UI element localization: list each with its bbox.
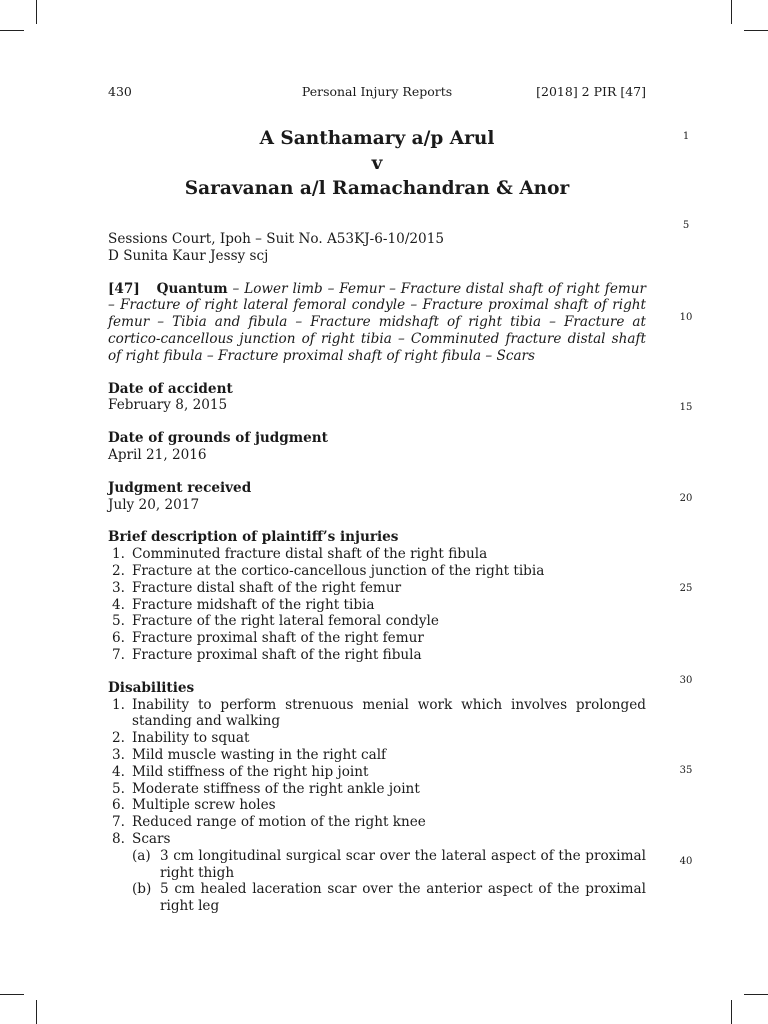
received-section (108, 480, 646, 514)
item-number: 3. (112, 746, 125, 763)
case-title (108, 126, 646, 201)
accident-section (108, 381, 646, 415)
list-item (108, 730, 646, 747)
line-number: 1 (682, 131, 690, 142)
sub-list-item (108, 848, 646, 882)
court-info (108, 231, 646, 265)
list-item (108, 580, 646, 597)
item-number: 5. (112, 613, 125, 630)
crop-mark (744, 994, 768, 995)
list-item (108, 747, 646, 764)
item-number: 2. (112, 562, 125, 579)
item-number: 6. (112, 797, 125, 814)
line-number: 10 (679, 312, 693, 323)
court-suit-line: Sessions Court, Ipoh – Suit No. A53KJ-6-10/2015 (108, 231, 444, 247)
section-heading: Judgment received (108, 479, 252, 496)
report-body (108, 231, 646, 915)
crop-mark (36, 1000, 37, 1024)
sub-item-number: (a) (132, 847, 151, 864)
item-number: 4. (112, 596, 125, 613)
item-text: Fracture proximal shaft of the right fibula (132, 646, 422, 663)
item-number: 2. (112, 730, 125, 747)
list-item (108, 814, 646, 831)
list-item (108, 613, 646, 630)
item-text: Fracture of the right lateral femoral condyle (132, 613, 439, 630)
list-item (108, 697, 646, 731)
item-number: 8. (112, 830, 125, 847)
page-number: 430 (108, 84, 132, 99)
section-heading: Date of accident (108, 380, 233, 397)
line-number: 40 (679, 856, 693, 867)
sub-item-text: 5 cm healed laceration scar over the anterior aspect of the proximal right leg (160, 881, 646, 915)
section-heading: Date of grounds of judgment (108, 430, 328, 447)
item-text: Scars (132, 830, 171, 847)
list-item (108, 831, 646, 915)
item-text: Mild stiffness of the right hip joint (132, 763, 369, 780)
line-number: 15 (679, 402, 693, 413)
injuries-list (108, 546, 646, 664)
crop-mark (731, 0, 732, 24)
list-item (108, 563, 646, 580)
item-number: 4. (112, 763, 125, 780)
item-text: Moderate stiffness of the right ankle joint (132, 780, 420, 797)
list-item (108, 597, 646, 614)
quantum-label: Quantum (156, 280, 228, 297)
report-citation: [2018] 2 PIR [47] (536, 84, 646, 99)
item-number: 3. (112, 579, 125, 596)
item-number: 7. (112, 814, 125, 831)
item-text: Inability to squat (132, 730, 250, 747)
item-text: Fracture at the cortico-cancellous junction of the right tibia (132, 562, 545, 579)
item-text: Multiple screw holes (132, 797, 276, 814)
item-text: Fracture proximal shaft of the right femur (132, 630, 424, 647)
item-text: Fracture distal shaft of the right femur (132, 579, 402, 596)
sub-item-text: 3 cm longitudinal surgical scar over the lateral aspect of the proximal right thigh (160, 847, 646, 881)
item-number: 6. (112, 630, 125, 647)
disabilities-section (108, 680, 646, 915)
item-text: Inability to perform strenuous menial work which involves prolonged standing and walking (132, 696, 646, 730)
crop-mark (744, 30, 768, 31)
sub-item-number: (b) (132, 881, 152, 898)
sub-list-item (108, 881, 646, 915)
line-number: 5 (682, 220, 690, 231)
plaintiff-name: A Santhamary a/p Arul (259, 128, 495, 149)
list-item (108, 630, 646, 647)
line-number: 25 (679, 583, 693, 594)
crop-mark (36, 0, 37, 24)
accident-date: February 8, 2015 (108, 397, 228, 414)
item-number: 5. (112, 780, 125, 797)
quantum-text: – Lower limb – Femur – Fracture distal shaft of right femur – Fracture of right lateral femoral condyle – Fracture proximal shaft of right femur – Tibia and fibula – Fracture midshaft of right tibia – Fracture at cortico-cancellous junction of right tibia – Comminuted fracture distal shaft of right fibula – Fracture proximal shaft of right fibula – Scars (108, 280, 647, 364)
grounds-date: April 21, 2016 (108, 446, 207, 463)
list-item (108, 647, 646, 664)
item-number: 1. (112, 696, 125, 713)
crop-mark (731, 1000, 732, 1024)
quantum-cite: [47] (108, 280, 140, 297)
running-header (108, 84, 646, 102)
item-number: 7. (112, 646, 125, 663)
disabilities-list (108, 697, 646, 915)
line-number: 20 (679, 493, 693, 504)
section-heading: Brief description of plaintiff’s injuries (108, 529, 399, 546)
item-text: Fracture midshaft of the right tibia (132, 596, 375, 613)
crop-mark (0, 994, 24, 995)
versus-label: v (371, 153, 383, 174)
grounds-section (108, 430, 646, 464)
received-date: July 20, 2017 (108, 496, 200, 513)
list-item (108, 781, 646, 798)
judge-line: D Sunita Kaur Jessy scj (108, 247, 269, 264)
list-item (108, 797, 646, 814)
list-item (108, 546, 646, 563)
item-text: Mild muscle wasting in the right calf (132, 746, 387, 763)
section-heading: Disabilities (108, 679, 195, 696)
crop-mark (0, 30, 24, 31)
list-item (108, 764, 646, 781)
item-number: 1. (112, 546, 125, 563)
injuries-section (108, 529, 646, 663)
defendant-name: Saravanan a/l Ramachandran & Anor (184, 178, 570, 199)
line-number: 30 (679, 675, 693, 686)
item-text: Reduced range of motion of the right knee (132, 814, 426, 831)
item-text: Comminuted fracture distal shaft of the right fibula (132, 546, 488, 563)
quantum-summary (108, 281, 646, 365)
line-number: 35 (679, 765, 693, 776)
scars-sublist (132, 848, 646, 915)
publication-title: Personal Injury Reports (301, 84, 453, 99)
